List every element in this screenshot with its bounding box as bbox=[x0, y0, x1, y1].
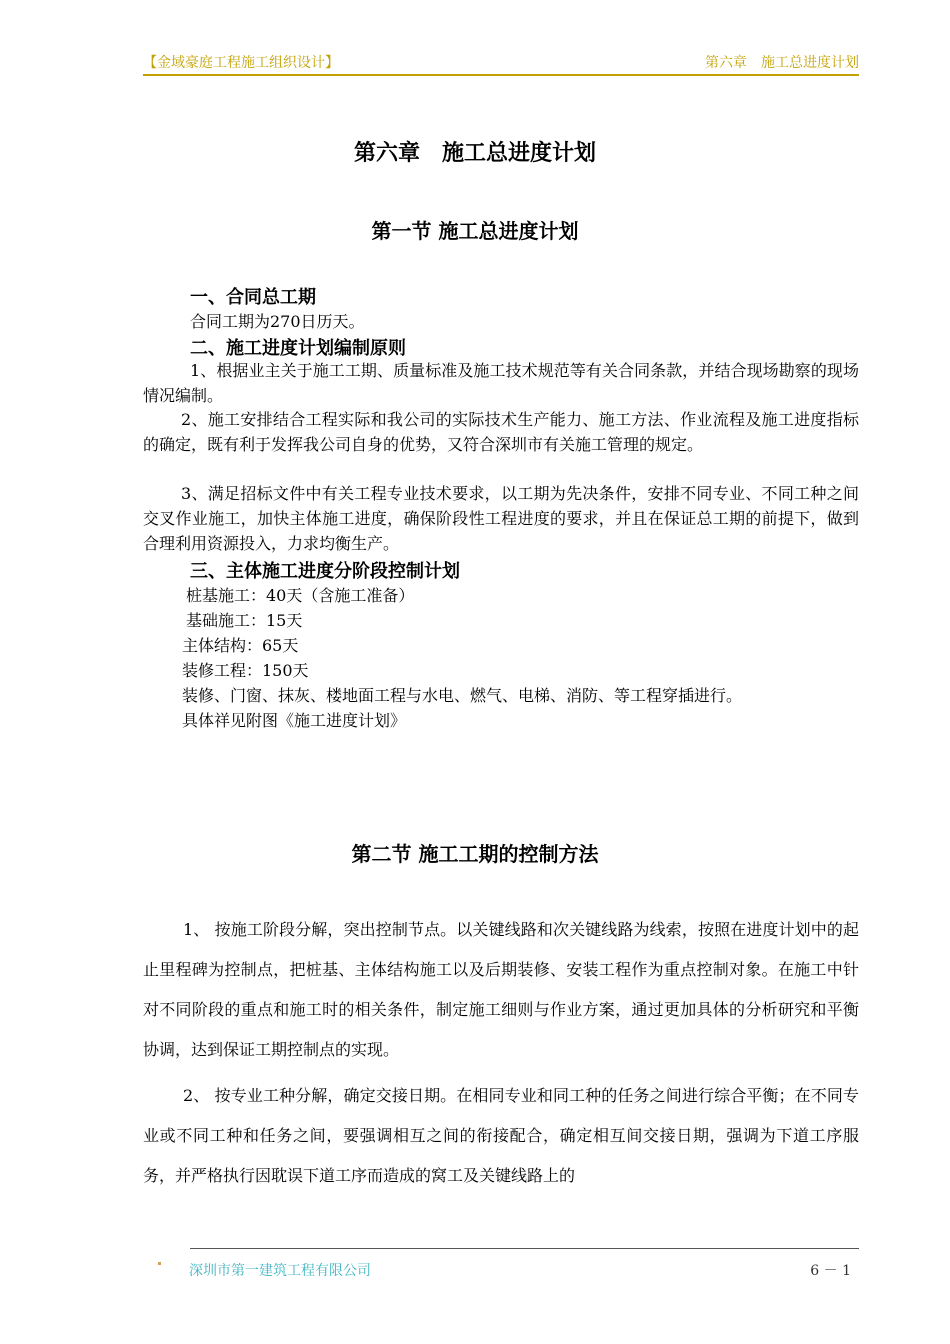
principle-3: 3、满足招标文件中有关工程专业技术要求，以工期为先决条件，安排不同专业、不同工种之间交叉作业施工，加快主体施工进度，确保阶段性工程进度的要求，并且在保证总工期的前提下，做到合理利用资源投入，力求均衡生产。 bbox=[143, 484, 859, 553]
header-doc-title: 【金域豪庭工程施工组织设计】 bbox=[143, 55, 339, 71]
control-method-1: 1、 按施工阶段分解，突出控制节点。以关键线路和次关键线路为线索，按照在进度计划中的起止里程碑为控制点，把桩基、主体结构施工以及后期装修、安装工程作为重点控制对象。在施工中针对不同阶段的重点和施工时的相关条件，制定施工细则与作业方案，通过更加具体的分析研究和平衡协调，达到保证工期控制点的实现。 bbox=[143, 920, 859, 1059]
heading-principles: 二、施工进度计划编制原则 bbox=[190, 338, 406, 359]
footer-company: 深圳市第一建筑工程有限公司 bbox=[189, 1263, 371, 1279]
contract-period-text: 合同工期为270日历天。 bbox=[190, 312, 365, 331]
stage-pile: 桩基施工：40天（含施工准备） bbox=[186, 586, 415, 605]
footer-dot bbox=[158, 1262, 161, 1265]
chapter-title: 第六章 施工总进度计划 bbox=[353, 141, 596, 166]
footer-rule bbox=[190, 1248, 859, 1249]
principle-1: 1、根据业主关于施工工期、质量标准及施工技术规范等有关合同条款，并结合现场勘察的现场情况编制。 bbox=[143, 361, 859, 405]
stage-foundation: 基础施工：15天 bbox=[186, 611, 303, 630]
stage-see-attachment: 具体祥见附图《施工进度计划》 bbox=[182, 711, 407, 730]
section1-title: 第一节 施工总进度计划 bbox=[371, 219, 579, 243]
heading-contract-period: 一、合同总工期 bbox=[190, 287, 316, 308]
heading-stage-plan: 三、主体施工进度分阶段控制计划 bbox=[190, 561, 460, 582]
stage-interleave: 装修、门窗、抹灰、楼地面工程与水电、燃气、电梯、消防、等工程穿插进行。 bbox=[182, 686, 743, 705]
stage-structure: 主体结构：65天 bbox=[182, 636, 299, 655]
header-chapter: 第六章 施工总进度计划 bbox=[705, 55, 859, 71]
stage-decoration: 装修工程：150天 bbox=[182, 661, 309, 680]
section2-title: 第二节 施工工期的控制方法 bbox=[351, 842, 599, 866]
principle-2: 2、施工安排结合工程实际和我公司的实际技术生产能力、施工方法、作业流程及施工进度指标的确定，既有利于发挥我公司自身的优势，又符合深圳市有关施工管理的规定。 bbox=[143, 410, 859, 454]
header-rule bbox=[143, 74, 859, 76]
control-method-2: 2、 按专业工种分解，确定交接日期。在相同专业和同工种的任务之间进行综合平衡；在不同专业或不同工种和任务之间，要强调相互之间的衔接配合，确定相互间交接日期，强调为下道工序服务，并严格执行因耽误下道工序而造成的窝工及关键线路上的 bbox=[143, 1086, 859, 1185]
page-number: 6 － 1 bbox=[810, 1263, 851, 1279]
